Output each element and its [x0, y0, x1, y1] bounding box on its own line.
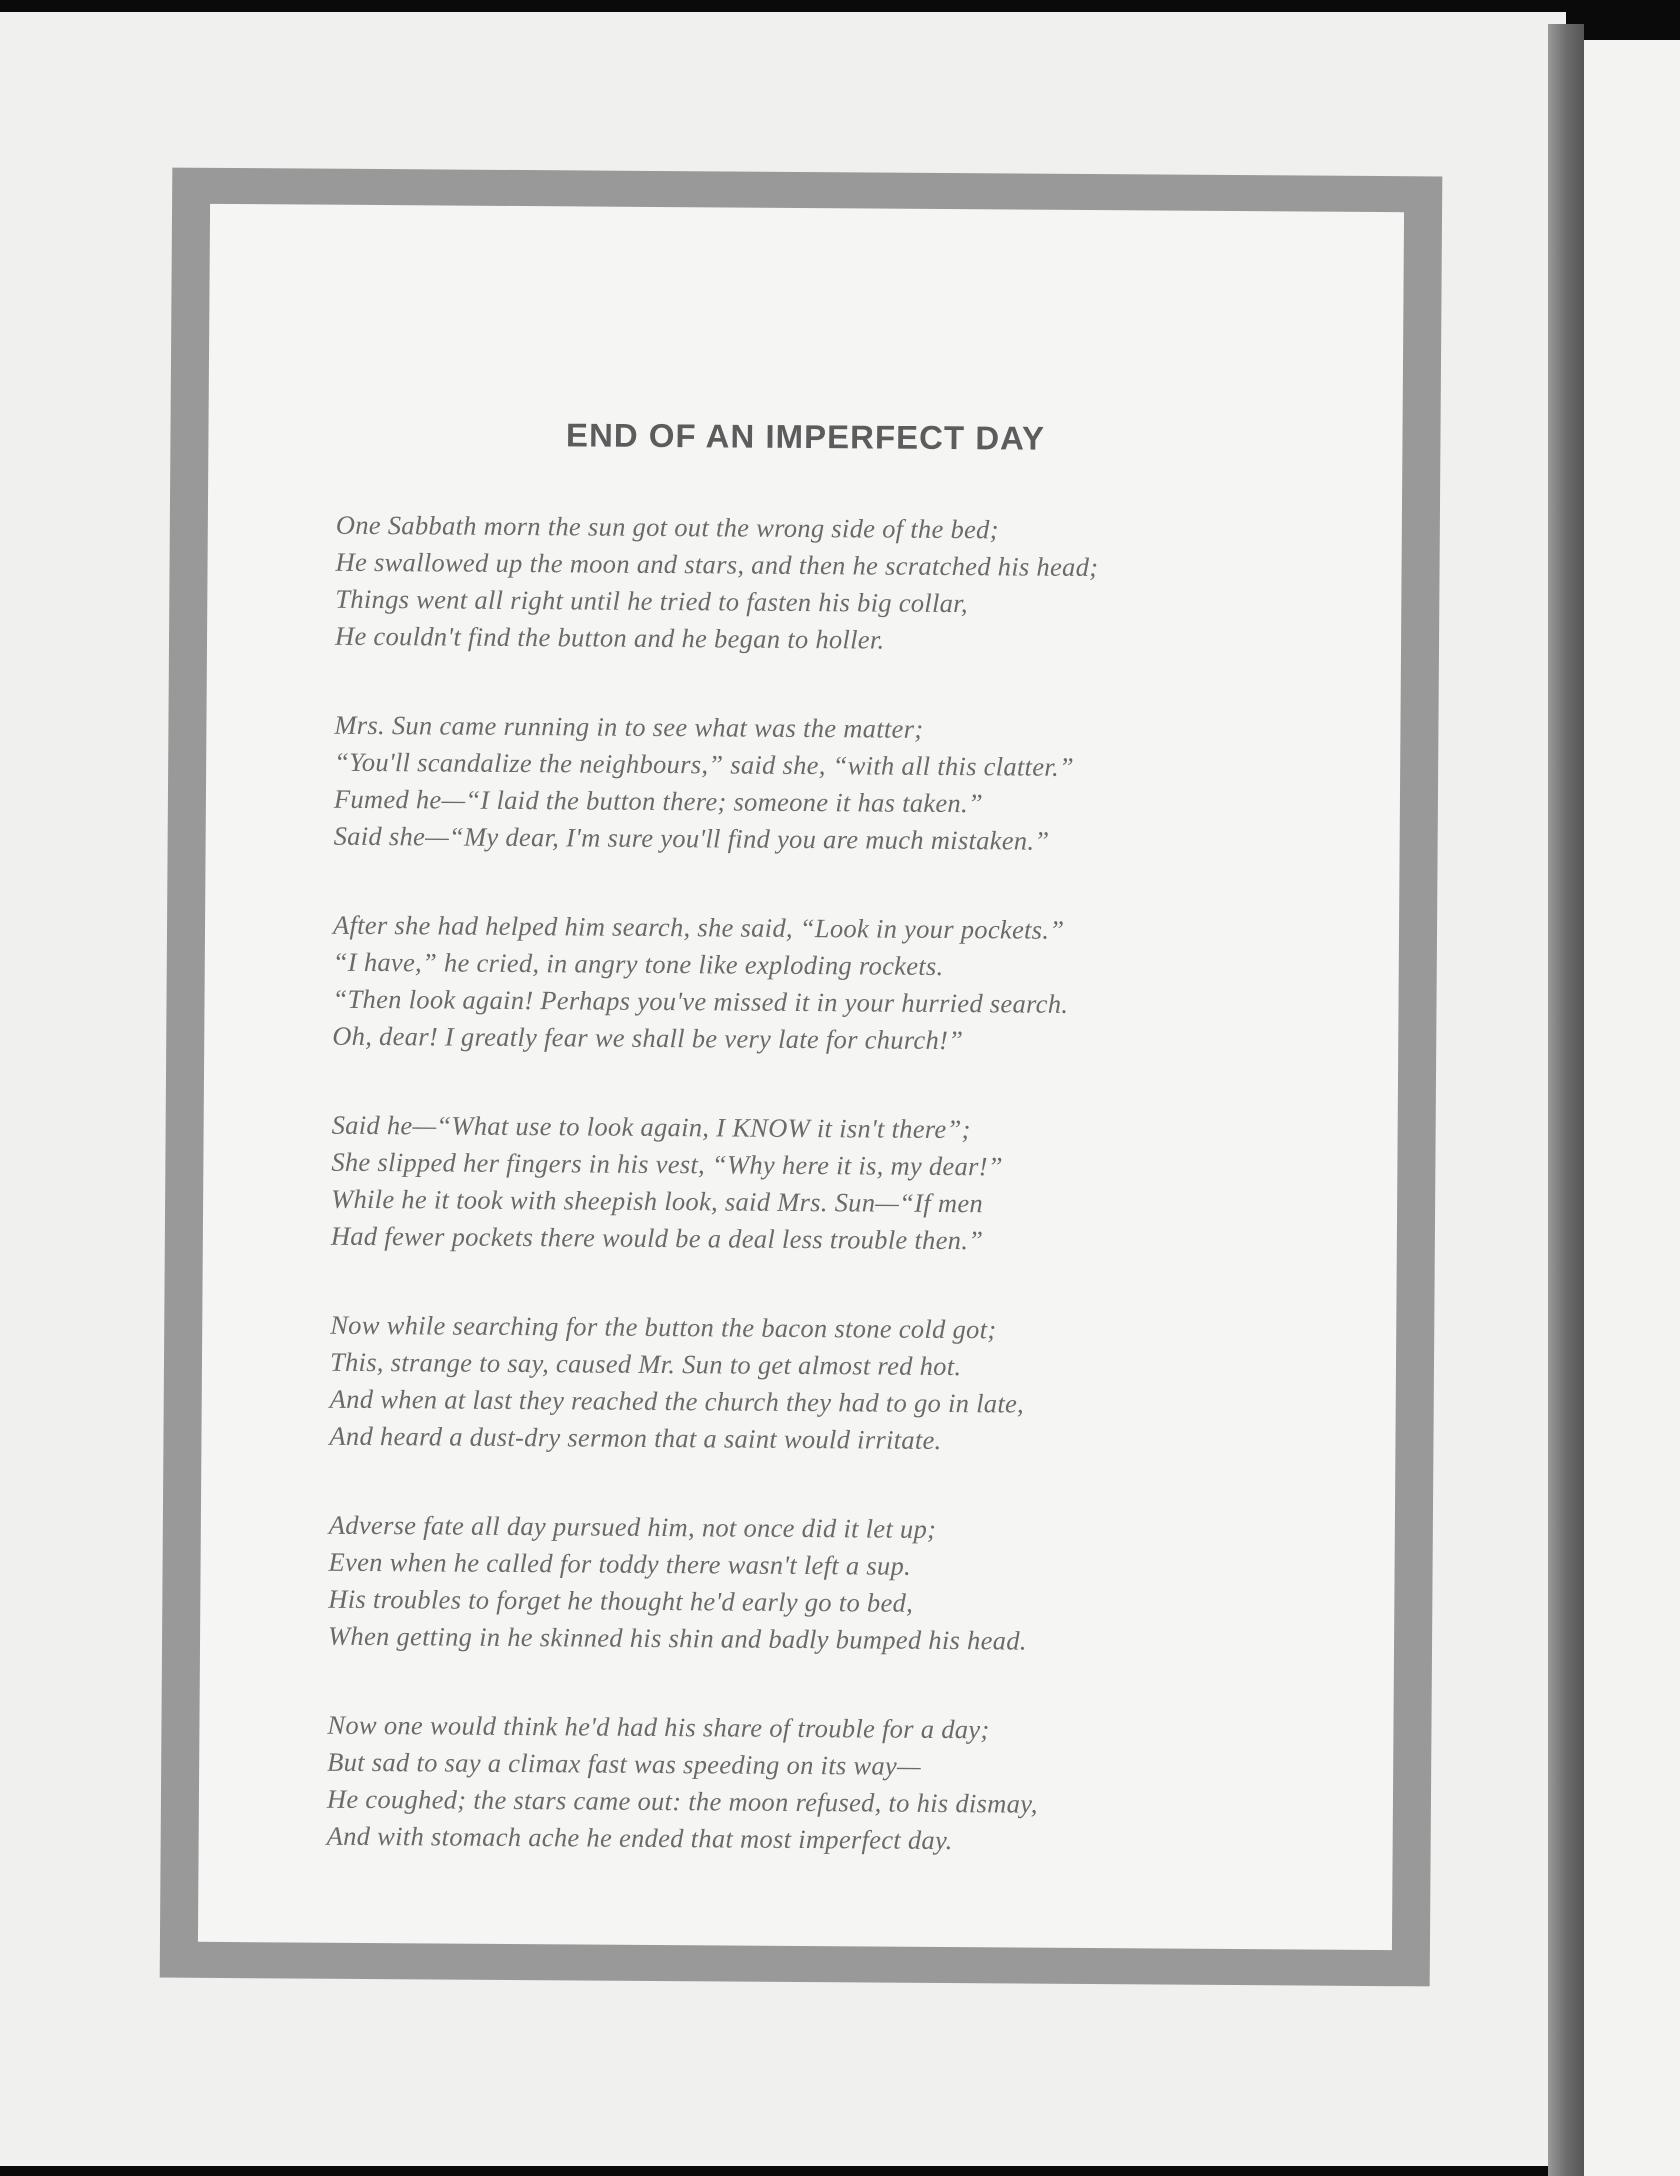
- stanza: [331, 1107, 1338, 1262]
- poem-line: Said she—“My dear, I'm sure you'll find you are much mistaken.”: [333, 820, 1050, 856]
- poem-line: While he it took with sheepish look, said Mrs. Sun—“If men: [331, 1183, 984, 1219]
- poem-line: And heard a dust-dry sermon that a saint would irritate.: [329, 1420, 942, 1455]
- poem-line: His troubles to forget he thought he'd early go to bed,: [328, 1583, 914, 1618]
- stanza: [327, 1707, 1334, 1862]
- poem-body: [326, 507, 1342, 1914]
- poem-panel: [198, 204, 1404, 1950]
- poem-line: Mrs. Sun came running in to see what was the matter;: [334, 709, 924, 744]
- poem-line: She slipped her fingers in his vest, “Why here it is, my dear!”: [331, 1146, 1004, 1182]
- book-binding: [1548, 24, 1584, 2176]
- poem-line: He couldn't find the button and he began to holler.: [334, 620, 885, 655]
- stanza: [334, 707, 1341, 862]
- poem-line: Even when he called for toddy there wasn't left a sup.: [328, 1546, 912, 1581]
- poem-line: After she had helped him search, she said, “Look in your pockets.”: [332, 909, 1065, 945]
- stanza: [329, 1307, 1336, 1462]
- stanza: [335, 507, 1342, 662]
- poem-line: He coughed; the stars came out: the moon refused, to his dismay,: [326, 1783, 1038, 1819]
- poem-line: “You'll scandalize the neighbours,” said she, “with all this clatter.”: [334, 746, 1075, 782]
- poem-line: “I have,” he cried, in angry tone like exploding rockets.: [332, 946, 944, 981]
- poem-line: One Sabbath morn the sun got out the wrong side of the bed;: [335, 509, 999, 545]
- poem-line: Fumed he—“I laid the button there; someone it has taken.”: [333, 783, 984, 819]
- poem-line: And with stomach ache he ended that most imperfect day.: [326, 1820, 953, 1856]
- poem-line: When getting in he skinned his shin and badly bumped his head.: [327, 1620, 1027, 1656]
- poem-line: He swallowed up the moon and stars, and then he scratched his head;: [335, 546, 1099, 583]
- poem-line: Oh, dear! I greatly fear we shall be very late for church!”: [332, 1020, 964, 1056]
- poem-line: Said he—“What use to look again, I KNOW it isn't there”;: [331, 1109, 971, 1145]
- decorative-border-frame: [160, 168, 1443, 1987]
- poem-line: Had fewer pockets there would be a deal less trouble then.”: [330, 1220, 984, 1256]
- poem-line: Adverse fate all day pursued him, not once did it let up;: [328, 1509, 937, 1544]
- stanza: [328, 1507, 1335, 1662]
- facing-page-edge: [1584, 40, 1680, 2176]
- poem-line: And when at last they reached the church they had to go in late,: [329, 1383, 1025, 1419]
- poem-line: But sad to say a climax fast was speeding on its way—: [327, 1746, 922, 1781]
- stanza: [332, 907, 1339, 1062]
- poem-title: END OF AN IMPERFECT DAY: [565, 416, 1046, 457]
- poem-line: Things went all right until he tried to fasten his big collar,: [335, 583, 968, 619]
- poem-line: “Then look again! Perhaps you've missed it in your hurried search.: [332, 983, 1069, 1019]
- poem-line: Now one would think he'd had his share of trouble for a day;: [327, 1709, 990, 1745]
- poem-line: Now while searching for the button the bacon stone cold got;: [330, 1309, 997, 1345]
- poem-line: This, strange to say, caused Mr. Sun to get almost red hot.: [329, 1346, 962, 1382]
